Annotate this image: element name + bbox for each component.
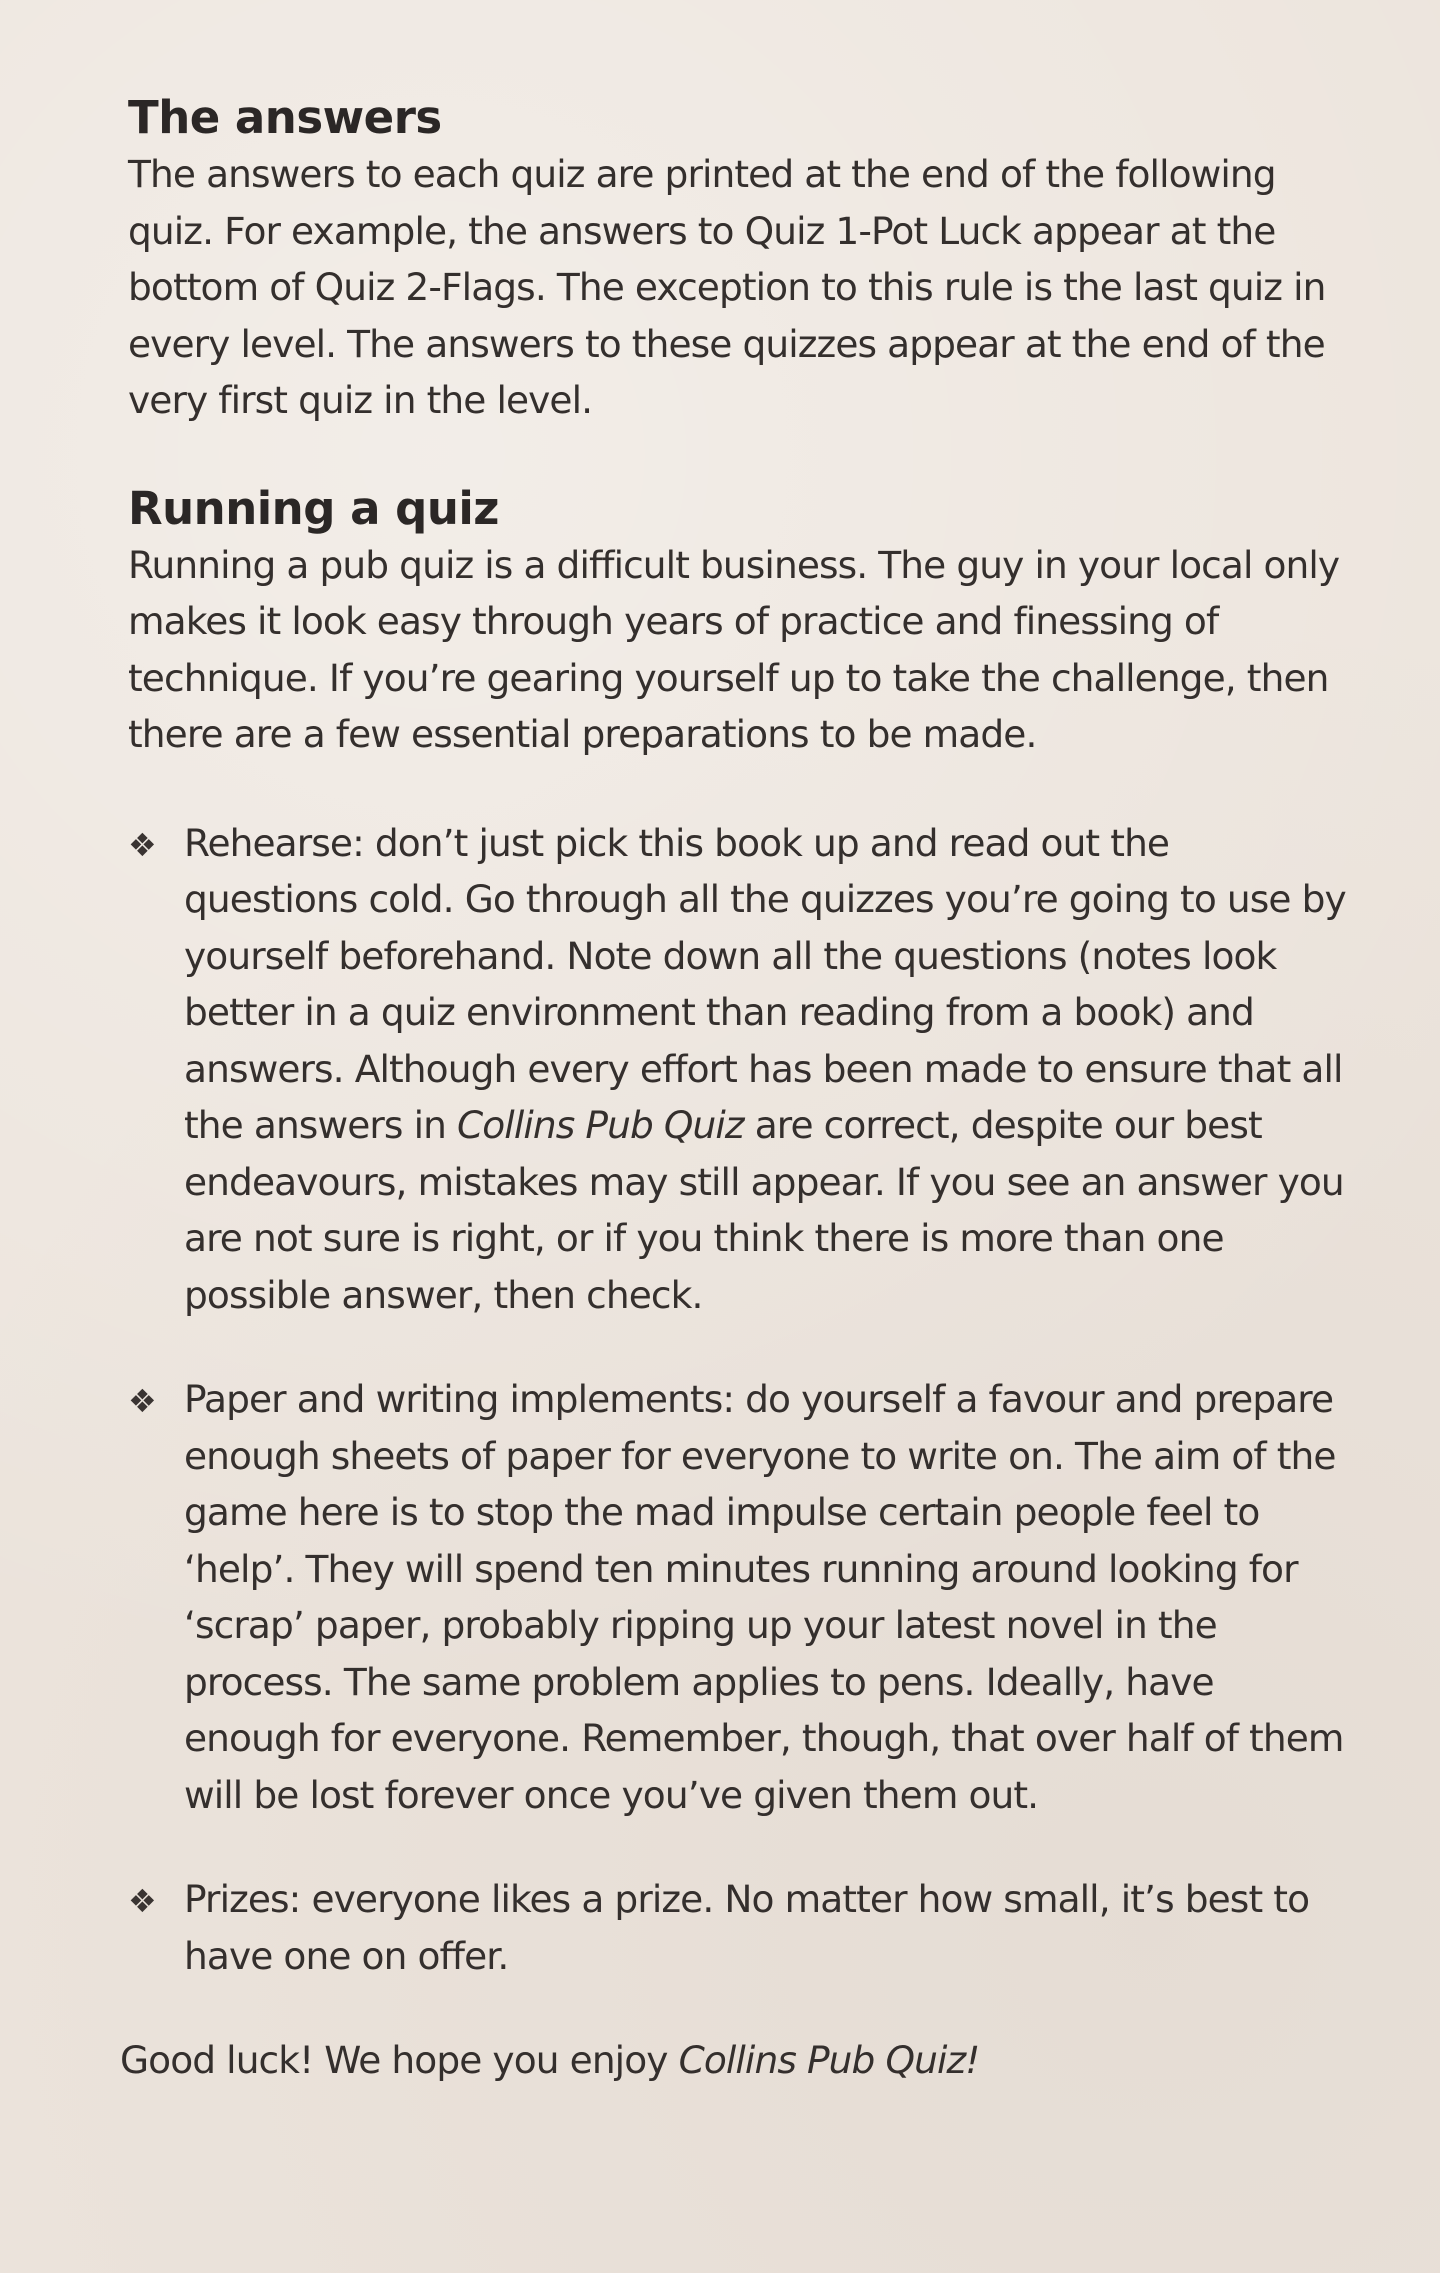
answers-heading: The answers	[128, 91, 442, 144]
tip-text-part: Rehearse: don’t just pick this book up and read out the questions cold. Go through all the quizzes you’re going to use by yourself beforehand. Note down all the questions (notes look better in a quiz environment than reading from a book) and answers. Although every effort has been made to ensure that all the answers in	[184, 820, 1346, 1147]
tip-rehearse	[128, 815, 1350, 1324]
diamond-flower-icon: ❖	[128, 1882, 156, 1920]
tip-prizes	[128, 1871, 1350, 1984]
diamond-flower-icon: ❖	[128, 825, 156, 864]
tip-paper	[128, 1371, 1350, 1823]
tip-text	[184, 1377, 1344, 1817]
running-section	[128, 481, 1350, 763]
closing-text: Good luck! We hope you enjoy	[120, 2038, 679, 2082]
book-title-italic: Collins Pub Quiz	[456, 1103, 744, 1147]
tip-text	[184, 1877, 1309, 1978]
answers-paragraph: The answers to each quiz are printed at the end of the following quiz. For example, the answers to Quiz 1-Pot Luck appear at the bottom of Quiz 2-Flags. The exception to this rule is the last quiz in every level. The answers to these quizzes appear at the end of the very first quiz in the level.	[128, 152, 1326, 422]
tip-text-part: Prizes: everyone likes a prize. No matter how small, it’s best to have one on offer.	[184, 1877, 1310, 1978]
tip-text-part: are correct, despite our best endeavours, mistakes may still appear. If you see an answer you are not sure is right, or if you think there is more than one possible answer, then check.	[184, 1103, 1344, 1317]
tips-list	[128, 815, 1350, 1985]
tip-text-part: Paper and writing implements: do yourself a favour and prepare enough sheets of paper for everyone to write on. The aim of the game here is to stop the mad impulse certain people feel to ‘help’. They will spend ten minutes running around looking for ‘scrap’ paper, probably ripping up your latest novel in the process. The same problem applies to pens. Ideally, have enough for everyone. Remember, though, that over half of them will be lost forever once you’ve given them out.	[184, 1377, 1344, 1817]
closing-italic: Collins Pub Quiz!	[678, 2038, 980, 2082]
closing-line	[120, 2032, 1350, 2089]
page-content	[120, 90, 1350, 2126]
answers-section	[128, 90, 1350, 429]
tip-text	[184, 821, 1346, 1317]
diamond-flower-icon: ❖	[128, 1382, 156, 1420]
running-paragraph: Running a pub quiz is a difficult business. The guy in your local only makes it look easy through years of practice and finessing of technique. If you’re gearing yourself up to take the challenge, then there are a few essential preparations to be made.	[128, 542, 1340, 756]
running-heading: Running a quiz	[128, 481, 499, 535]
